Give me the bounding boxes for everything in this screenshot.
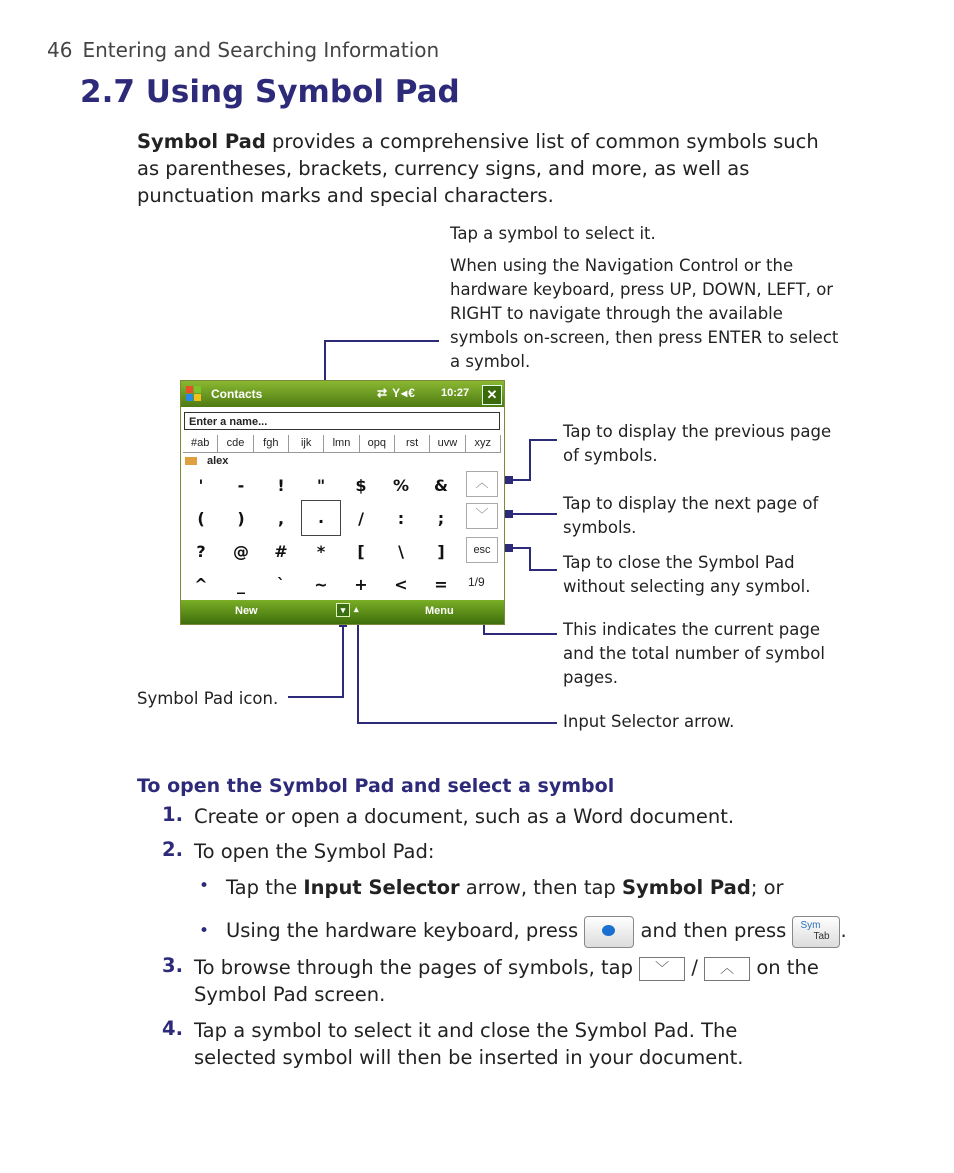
clock: 10:27: [441, 387, 470, 399]
b2-mid: and then press: [634, 919, 793, 942]
symbol-key[interactable]: ": [316, 476, 326, 495]
callout-close-pad: Tap to close the Symbol Pad without selecting any symbol.: [563, 553, 811, 596]
alpha-tab[interactable]: xyz: [466, 435, 501, 453]
callout-input-arrow: Input Selector arrow.: [563, 712, 735, 731]
windows-start-icon[interactable]: [185, 385, 203, 403]
leader-icon-h: [288, 696, 344, 698]
symbol-key[interactable]: <: [394, 575, 408, 594]
symbol-key[interactable]: @: [233, 542, 249, 561]
symbol-key[interactable]: ': [198, 476, 204, 495]
symbol-key[interactable]: :: [397, 509, 405, 528]
step-2-text: To open the Symbol Pad:: [194, 840, 435, 863]
step3-slash: /: [685, 956, 705, 979]
callout-tap-symbol: Tap a symbol to select it.: [450, 224, 656, 243]
step-4-number: 4.: [162, 1017, 183, 1040]
symbol-key[interactable]: &: [434, 476, 448, 495]
leader-arrow-v: [357, 617, 359, 724]
leader-icon-v: [342, 622, 344, 698]
callout-page-indicator: This indicates the current page and the total number of symbol pages.: [563, 620, 825, 687]
alpha-tab[interactable]: lmn: [324, 435, 359, 453]
symbol-key[interactable]: #: [274, 542, 288, 561]
running-header: [47, 38, 439, 62]
app-title: Contacts: [211, 387, 263, 401]
symbol-key[interactable]: +: [354, 575, 368, 594]
alpha-tab[interactable]: fgh: [254, 435, 289, 453]
alpha-tab[interactable]: ijk: [289, 435, 324, 453]
symbol-key[interactable]: -: [237, 476, 245, 495]
page-up-button[interactable]: ︿: [466, 471, 498, 497]
symbol-key[interactable]: ): [237, 509, 245, 528]
leader-arrow-h: [357, 722, 557, 724]
leader-prev-h1: [529, 439, 557, 441]
step-2-number: 2.: [162, 838, 183, 861]
alpha-tab[interactable]: cde: [218, 435, 253, 453]
symbol-key[interactable]: \: [398, 542, 404, 561]
page-counter: 1/9: [468, 575, 485, 589]
intro-bold: Symbol Pad: [137, 130, 266, 153]
symbol-key[interactable]: =: [434, 575, 448, 594]
symbol-key[interactable]: %: [392, 476, 410, 495]
alpha-tab[interactable]: uvw: [430, 435, 465, 453]
callout-next-page: Tap to display the next page of symbols.: [563, 494, 819, 537]
contact-row[interactable]: [185, 455, 228, 467]
down-arrow-button-icon: ﹀: [639, 957, 685, 981]
chapter-title: Entering and Searching Information: [82, 38, 440, 62]
tab-key-label: Tab: [813, 930, 830, 942]
b1-bold-symbol-pad: Symbol Pad: [622, 876, 751, 899]
symbol-key[interactable]: ~: [314, 575, 328, 594]
menu-bar: [181, 600, 504, 624]
step-1-number: 1.: [162, 803, 183, 826]
intro-paragraph: [137, 128, 837, 209]
bullet-2-text: [226, 912, 847, 950]
bullet-1-marker: •: [199, 876, 210, 896]
status-icons: ⇄ Y◂€: [377, 386, 416, 400]
callout-prev-page: Tap to display the previous page of symbols.: [563, 422, 832, 465]
step-4-text: Tap a symbol to select it and close the Symbol Pad. The selected symbol will then be inserted in your document.: [194, 1019, 744, 1069]
symbol-key[interactable]: `: [277, 575, 285, 594]
b1-mid: arrow, then tap: [459, 876, 623, 899]
b2-post: .: [840, 919, 847, 942]
step-3-text: [194, 954, 834, 1008]
esc-button[interactable]: esc: [466, 537, 498, 563]
symbol-pad-icon[interactable]: ▾: [336, 603, 350, 617]
intro-text: provides a comprehensive list of common symbols such as parentheses, brackets, currency signs, and more, as well as punctuation marks and special characters.: [137, 130, 819, 207]
step3-post: on the Symbol Pad screen.: [194, 956, 819, 1006]
step-3-number: 3.: [162, 954, 183, 977]
callout-symbol-icon: Symbol Pad icon.: [137, 689, 279, 708]
symbol-key[interactable]: $: [355, 476, 367, 495]
symbol-key-selected[interactable]: .: [301, 500, 341, 536]
leader-next-dot: [505, 510, 513, 518]
close-icon[interactable]: ✕: [482, 385, 502, 405]
b2-pre: Using the hardware keyboard, press: [226, 919, 585, 942]
blue-dot-key-icon: [584, 916, 634, 948]
b1-post: ; or: [750, 876, 784, 899]
leader-prev-h2: [510, 479, 531, 481]
b1-pre: Tap the: [226, 876, 304, 899]
softkey-menu[interactable]: Menu: [425, 605, 454, 617]
name-search-input[interactable]: Enter a name...: [184, 412, 500, 430]
symbol-key[interactable]: [: [357, 542, 365, 561]
alpha-tab[interactable]: #ab: [183, 435, 218, 453]
leader-prev-v: [529, 439, 531, 481]
symbol-key[interactable]: !: [277, 476, 285, 495]
symbol-key[interactable]: ,: [277, 509, 285, 528]
leader-close-v: [529, 547, 531, 571]
page-number: 46: [47, 38, 73, 62]
bullet-2-marker: •: [199, 921, 210, 941]
leader-prev-dot: [505, 476, 513, 484]
section-title: 2.7 Using Symbol Pad: [80, 74, 460, 110]
step-1-text: Create or open a document, such as a Word document.: [194, 805, 735, 828]
leader-close-h2: [529, 569, 557, 571]
symbol-key[interactable]: _: [237, 575, 245, 594]
symbol-key[interactable]: (: [197, 509, 205, 528]
b1-bold-input-selector: Input Selector: [303, 876, 460, 899]
leader-close-h1: [510, 547, 531, 549]
leader-page-h: [483, 633, 557, 635]
symbol-key[interactable]: ^: [194, 575, 208, 594]
softkey-new[interactable]: New: [235, 605, 258, 617]
leader-close-dot: [505, 544, 513, 552]
sym-key-label: Sym: [800, 919, 821, 931]
symbol-key[interactable]: ;: [437, 509, 445, 528]
symbol-key[interactable]: ]: [437, 542, 445, 561]
contact-name: alex: [207, 455, 229, 467]
symbol-key[interactable]: *: [316, 542, 326, 561]
bullet-1-text: [226, 874, 784, 901]
callout-navigation: When using the Navigation Control or the hardware keyboard, press UP, DOWN, LEFT, or RIGHT to navigate through the available symbols on-screen, then press ENTER to select a symbol.: [450, 256, 839, 371]
symbol-key[interactable]: ?: [196, 542, 206, 561]
device-screenshot: [180, 380, 505, 625]
page-down-button[interactable]: ﹀: [466, 503, 498, 529]
step3-pre: To browse through the pages of symbols, tap: [194, 956, 640, 979]
leader-selected-horizontal: [324, 340, 439, 342]
contact-icon: [185, 457, 197, 465]
alpha-tab[interactable]: rst: [395, 435, 430, 453]
procedure-title: To open the Symbol Pad and select a symbol: [137, 775, 615, 797]
alpha-tab[interactable]: opq: [360, 435, 395, 453]
input-selector-arrow-icon[interactable]: ▴: [354, 604, 359, 614]
symbol-key[interactable]: /: [358, 509, 364, 528]
leader-next: [510, 513, 557, 515]
alpha-tabs: [183, 435, 501, 453]
up-arrow-button-icon: ︿: [704, 957, 750, 981]
title-bar: [181, 381, 504, 407]
sym-tab-key-icon: [792, 916, 840, 948]
